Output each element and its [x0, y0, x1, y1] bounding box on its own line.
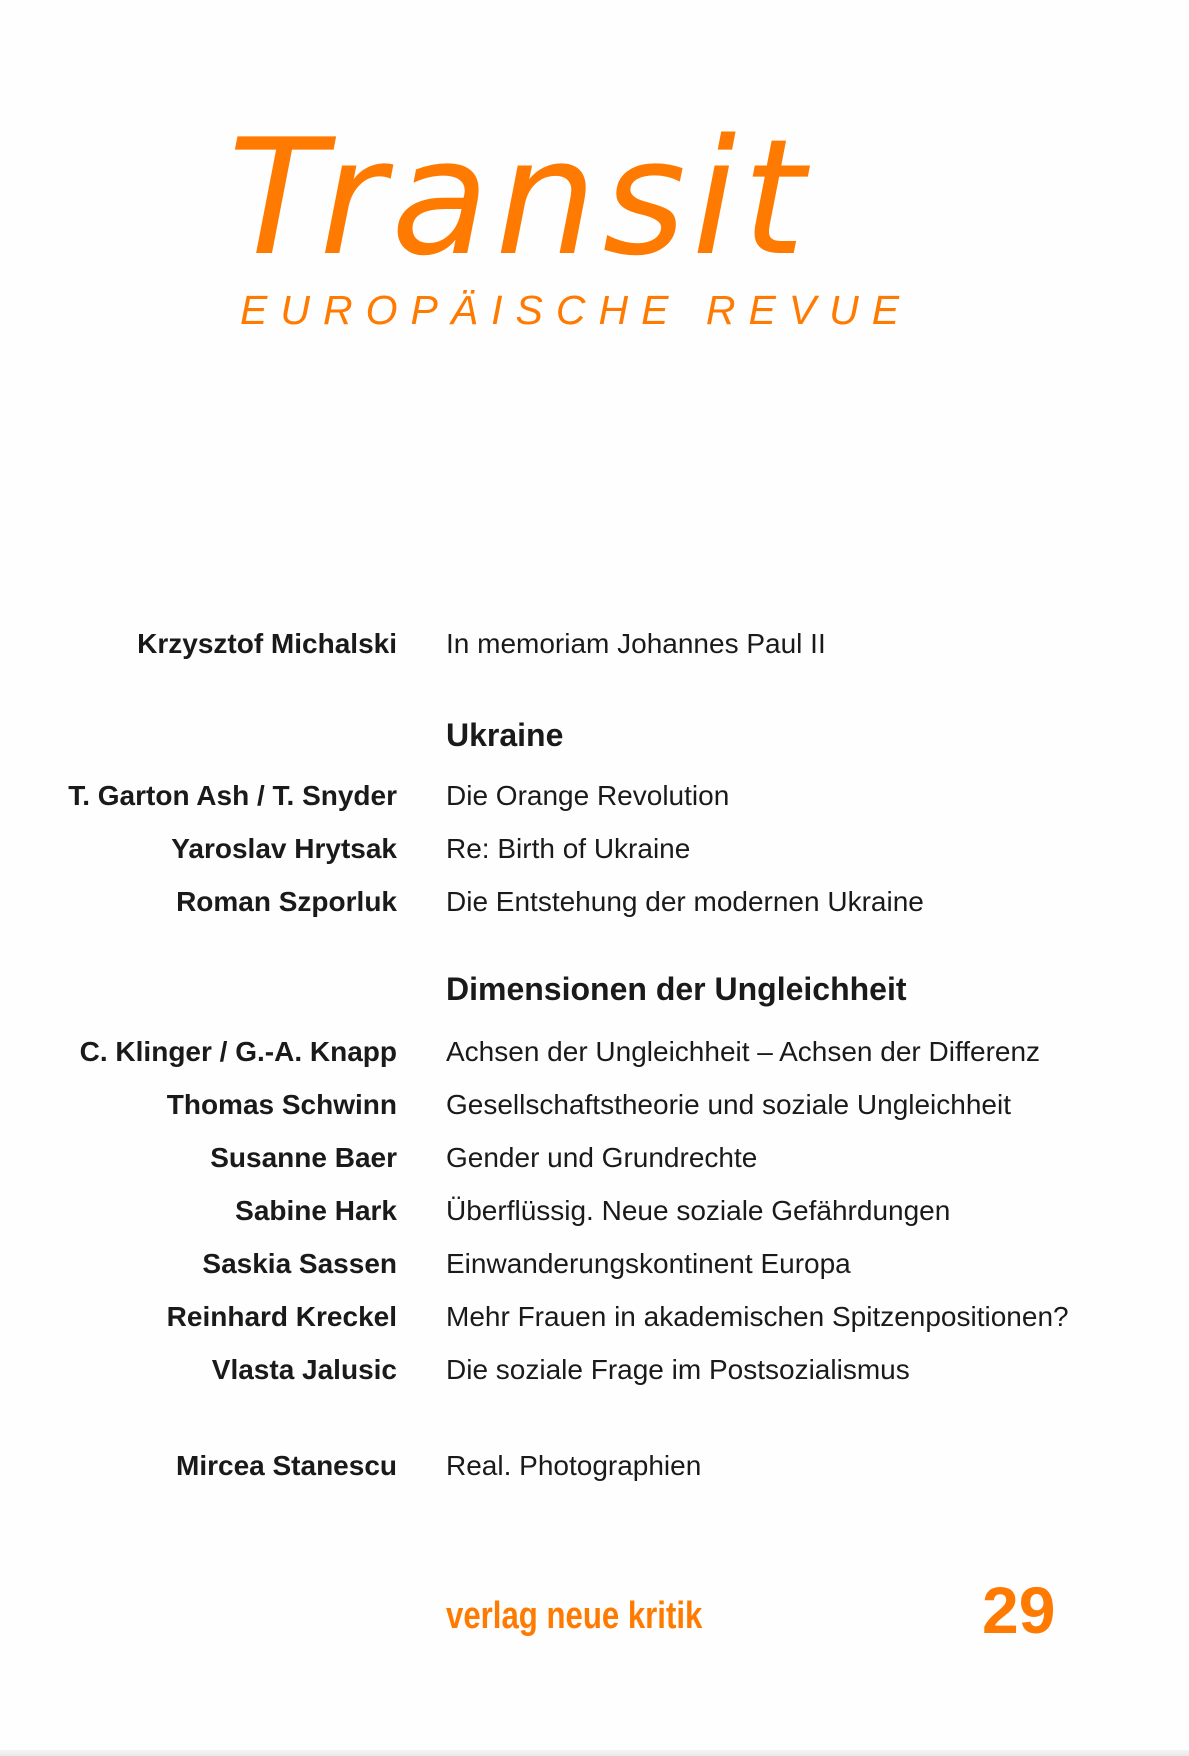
page-edge — [0, 1750, 1189, 1756]
toc-entry — [0, 1350, 1189, 1390]
article-title: Überflüssig. Neue soziale Gefährdungen — [446, 1195, 951, 1226]
toc-entry — [0, 1138, 1189, 1178]
toc-entry-opening — [0, 624, 1189, 664]
article-title: Die Orange Revolution — [446, 780, 730, 811]
article-title: Mehr Frauen in akademischen Spitzenpositionen? — [446, 1301, 1069, 1332]
article-title: Einwanderungskontinent Europa — [446, 1248, 851, 1279]
toc-entry — [0, 1032, 1189, 1072]
toc-entry — [0, 1244, 1189, 1284]
section-heading-ungleichheit: Dimensionen der Ungleichheit — [446, 971, 907, 1007]
article-title: In memoriam Johannes Paul II — [446, 628, 826, 659]
article-title: Die Entstehung der modernen Ukraine — [446, 886, 924, 917]
article-author: Thomas Schwinn — [166, 1089, 397, 1120]
article-author: Sabine Hark — [235, 1195, 397, 1226]
issue-number: 29 — [982, 1573, 1056, 1647]
toc-entry — [0, 776, 1189, 816]
article-author: Yaroslav Hrytsak — [171, 833, 397, 864]
article-author: Mircea Stanescu — [176, 1450, 397, 1481]
article-title: Achsen der Ungleichheit – Achsen der Differenz — [446, 1036, 1041, 1067]
article-author: Reinhard Kreckel — [166, 1301, 397, 1332]
article-title: Die soziale Frage im Postsozialismus — [446, 1354, 910, 1385]
toc-entry — [0, 1297, 1189, 1337]
article-author: C. Klinger / G.-A. Knapp — [79, 1036, 397, 1067]
toc-entry — [0, 882, 1189, 922]
toc-entry — [0, 829, 1189, 869]
article-title: Gender und Grundrechte — [446, 1142, 758, 1173]
article-title: Real. Photographien — [446, 1450, 702, 1481]
article-title: Re: Birth of Ukraine — [446, 833, 691, 864]
article-title: Gesellschaftstheorie und soziale Ungleichheit — [446, 1089, 1011, 1120]
article-author: T. Garton Ash / T. Snyder — [68, 780, 397, 811]
article-author: Roman Szporluk — [176, 886, 397, 917]
article-author: Susanne Baer — [210, 1142, 397, 1173]
toc-entry — [0, 1191, 1189, 1231]
toc-entry — [0, 1085, 1189, 1125]
article-author: Vlasta Jalusic — [211, 1354, 397, 1385]
article-author: Saskia Sassen — [202, 1248, 397, 1279]
section-heading-ukraine: Ukraine — [446, 717, 564, 753]
toc-entry-closing — [0, 1446, 1189, 1486]
publisher-name: verlag neue kritik — [446, 1595, 703, 1637]
magazine-title: Transit — [228, 104, 812, 291]
article-author: Krzysztof Michalski — [137, 628, 397, 659]
magazine-subtitle: EUROPÄISCHE REVUE — [240, 287, 913, 333]
